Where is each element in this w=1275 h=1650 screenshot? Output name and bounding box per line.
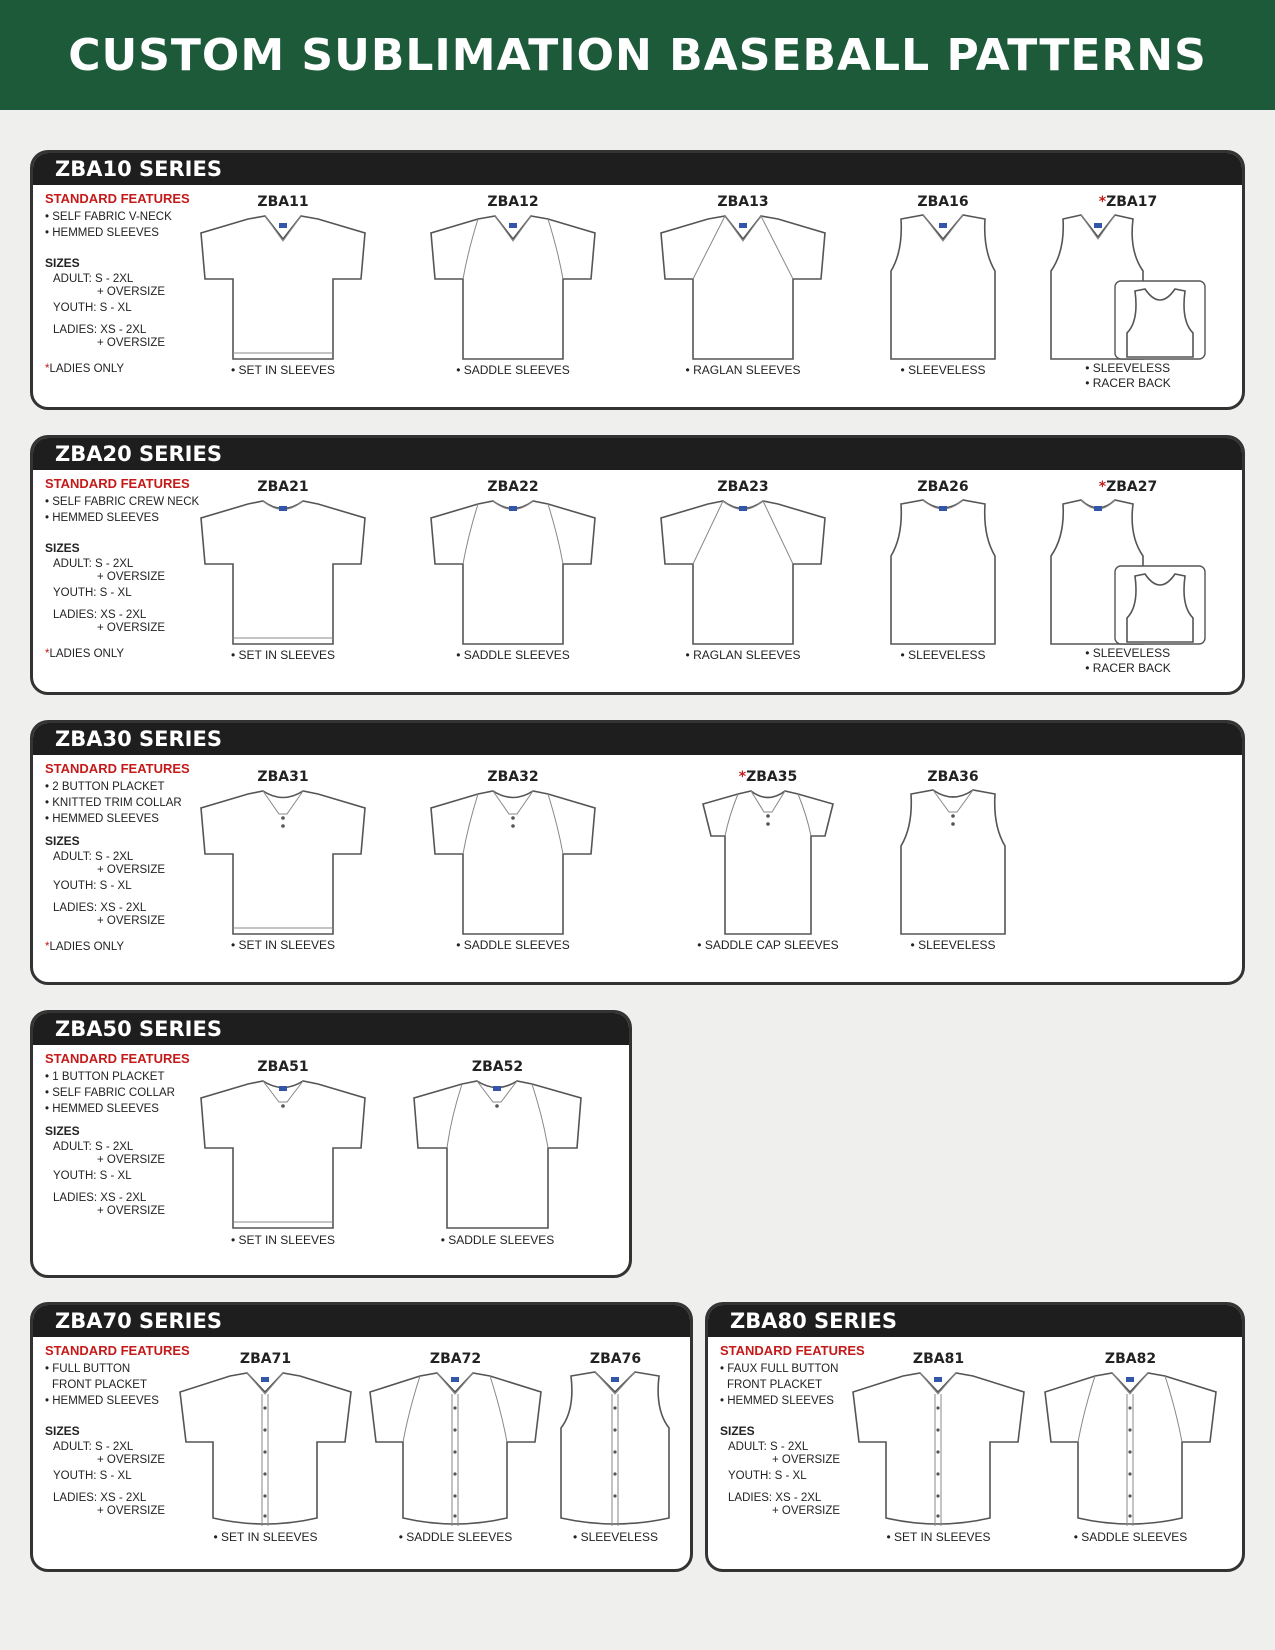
model-zba71 <box>173 1350 358 1546</box>
sizes-title: SIZES <box>45 256 80 270</box>
feature-item: • SELF FABRIC CREW NECK <box>45 494 215 510</box>
size-adult: ADULT: S - 2XL <box>53 851 134 863</box>
model-caption: • SET IN SLEEVES <box>231 1233 335 1247</box>
model-caption: • SET IN SLEEVES <box>231 938 335 952</box>
series-panel-zba50 <box>30 1010 632 1278</box>
feature-item: • SELF FABRIC COLLAR <box>45 1085 215 1101</box>
model-code: ZBA82 <box>1104 1351 1157 1367</box>
size-ladies-extra: + OVERSIZE <box>97 915 166 927</box>
model-code: ZBA11 <box>257 194 309 210</box>
model-zba12 <box>423 193 603 379</box>
feature-item: • SELF FABRIC V-NECK <box>45 209 215 225</box>
model-caption: • SET IN SLEEVES <box>213 1530 317 1544</box>
features-block <box>45 1051 215 1219</box>
model-zba36 <box>893 768 1013 954</box>
size-youth: YOUTH: S - XL <box>53 1170 132 1182</box>
model-code: ZBA72 <box>429 1351 482 1367</box>
size-adult: ADULT: S - 2XL <box>53 1141 134 1153</box>
jersey-sleeveless-2button-icon <box>893 786 1013 936</box>
feature-item: • 1 BUTTON PLACKET <box>45 1069 215 1085</box>
model-caption: • SET IN SLEEVES <box>231 648 335 662</box>
feature-item: • HEMMED SLEEVES <box>45 1393 215 1409</box>
model-caption: • SADDLE SLEEVES <box>456 363 570 377</box>
model-caption: • SADDLE SLEEVES <box>456 938 570 952</box>
jersey-raglan-crew-icon <box>653 496 833 646</box>
model-caption: • SADDLE SLEEVES <box>399 1530 513 1544</box>
model-caption: • RACER BACK <box>1085 661 1171 675</box>
feature-item: FRONT PLACKET <box>52 1379 147 1391</box>
model-caption: • SLEEVELESS <box>1085 361 1170 375</box>
model-caption: • RAGLAN SLEEVES <box>686 363 801 377</box>
series-title: ZBA30 SERIES <box>33 723 1242 755</box>
model-code: ZBA36 <box>927 769 979 785</box>
jersey-saddle-1button-icon <box>405 1076 590 1231</box>
series-panel-zba70 <box>30 1302 693 1572</box>
series-title: ZBA20 SERIES <box>33 438 1242 470</box>
model-caption: • RAGLAN SLEEVES <box>686 648 801 662</box>
feature-item: • HEMMED SLEEVES <box>45 811 215 827</box>
series-title: ZBA70 SERIES <box>33 1305 690 1337</box>
ladies-only-note: *LADIES ONLY <box>45 648 125 660</box>
feature-item: • HEMMED SLEEVES <box>45 510 215 526</box>
sizes-title: SIZES <box>45 1124 80 1138</box>
jersey-saddle-crew-icon <box>423 496 603 646</box>
features-block <box>45 476 215 662</box>
model-zba52 <box>405 1058 590 1249</box>
model-code: ZBA23 <box>717 479 769 495</box>
feature-item: • HEMMED SLEEVES <box>45 225 215 241</box>
size-adult-extra: + OVERSIZE <box>97 571 166 583</box>
size-adult-extra: + OVERSIZE <box>97 1154 166 1166</box>
model-code: *ZBA35 <box>738 769 798 785</box>
model-caption: • SADDLE CAP SLEEVES <box>697 938 838 952</box>
size-adult: ADULT: S - 2XL <box>53 273 134 285</box>
model-code: ZBA26 <box>917 479 969 495</box>
size-adult: ADULT: S - 2XL <box>53 1441 134 1453</box>
series-panel-zba80 <box>705 1302 1245 1572</box>
jersey-setin-1button-icon <box>193 1076 373 1231</box>
series-panel-zba30 <box>30 720 1245 985</box>
features-block <box>45 191 215 377</box>
size-youth: YOUTH: S - XL <box>53 1470 132 1482</box>
jersey-sleeveless-vneck-icon <box>883 211 1003 361</box>
size-youth: YOUTH: S - XL <box>53 587 132 599</box>
features-title: STANDARD FEATURES <box>45 191 190 206</box>
model-caption: • SADDLE SLEEVES <box>441 1233 555 1247</box>
jersey-saddle-fauxbutton-icon <box>1038 1368 1223 1528</box>
feature-item: • FULL BUTTON <box>45 1361 215 1377</box>
jersey-setin-2button-icon <box>193 786 373 936</box>
model-caption: • SLEEVELESS <box>901 363 986 377</box>
features-title: STANDARD FEATURES <box>720 1343 865 1358</box>
model-zba11 <box>193 193 373 379</box>
model-caption: • SLEEVELESS <box>573 1530 658 1544</box>
model-code: ZBA13 <box>717 194 769 210</box>
model-caption: • SLEEVELESS <box>1085 646 1170 660</box>
jersey-racerback-icon <box>1043 496 1213 646</box>
jersey-setin-vneck-icon <box>193 211 373 361</box>
model-zba81 <box>846 1350 1031 1546</box>
ladies-only-note: *LADIES ONLY <box>45 941 125 953</box>
model-zba23 <box>653 478 833 664</box>
model-zba26 <box>883 478 1003 664</box>
model-code: *ZBA27 <box>1098 479 1158 495</box>
page-banner <box>0 0 1275 110</box>
series-panel-zba10 <box>30 150 1245 410</box>
series-panel-zba20 <box>30 435 1245 695</box>
size-ladies: LADIES: XS - 2XL <box>728 1492 822 1504</box>
model-code: ZBA32 <box>487 769 539 785</box>
size-adult: ADULT: S - 2XL <box>53 558 134 570</box>
jersey-setin-fullbutton-icon <box>173 1368 358 1528</box>
model-code: ZBA81 <box>912 1351 965 1367</box>
model-zba16 <box>883 193 1003 379</box>
features-title: STANDARD FEATURES <box>45 476 190 491</box>
model-zba31 <box>193 768 373 954</box>
model-zba82 <box>1038 1350 1223 1546</box>
size-ladies: LADIES: XS - 2XL <box>53 1492 147 1504</box>
jersey-sleeveless-fullbutton-icon <box>553 1368 678 1528</box>
feature-item: • HEMMED SLEEVES <box>45 1101 215 1117</box>
model-caption: • SLEEVELESS <box>911 938 996 952</box>
model-caption: • SET IN SLEEVES <box>886 1530 990 1544</box>
model-caption: • RACER BACK <box>1085 376 1171 390</box>
model-code: ZBA12 <box>487 194 539 210</box>
series-title: ZBA50 SERIES <box>33 1013 629 1045</box>
jersey-capsleeve-2button-icon <box>693 786 843 936</box>
jersey-sleeveless-crew-icon <box>883 496 1003 646</box>
model-code: ZBA71 <box>239 1351 292 1367</box>
model-code: *ZBA17 <box>1098 194 1158 210</box>
model-zba22 <box>423 478 603 664</box>
features-block <box>45 761 215 955</box>
size-ladies: LADIES: XS - 2XL <box>53 324 147 336</box>
jersey-saddle-vneck-icon <box>423 211 603 361</box>
feature-item: • HEMMED SLEEVES <box>720 1393 890 1409</box>
jersey-raglan-vneck-icon <box>653 211 833 361</box>
feature-item: • KNITTED TRIM COLLAR <box>45 795 215 811</box>
model-code: ZBA76 <box>589 1351 642 1367</box>
model-zba13 <box>653 193 833 379</box>
size-ladies: LADIES: XS - 2XL <box>53 902 147 914</box>
size-ladies-extra: + OVERSIZE <box>97 1205 166 1217</box>
model-zba51 <box>193 1058 373 1249</box>
sizes-title: SIZES <box>45 541 80 555</box>
ladies-only-note: *LADIES ONLY <box>45 363 125 375</box>
size-ladies-extra: + OVERSIZE <box>97 1505 166 1517</box>
model-zba35 <box>693 768 843 954</box>
size-ladies-extra: + OVERSIZE <box>97 337 166 349</box>
page-title: CUSTOM SUBLIMATION BASEBALL PATTERNS <box>68 29 1207 81</box>
features-title: STANDARD FEATURES <box>45 1343 190 1358</box>
model-zba17 <box>1043 193 1213 392</box>
model-code: ZBA51 <box>257 1059 309 1075</box>
sizes-title: SIZES <box>45 834 80 848</box>
model-code: ZBA31 <box>257 769 309 785</box>
model-caption: • SADDLE SLEEVES <box>1074 1530 1188 1544</box>
model-code: ZBA16 <box>917 194 969 210</box>
size-ladies: LADIES: XS - 2XL <box>53 1192 147 1204</box>
jersey-setin-fauxbutton-icon <box>846 1368 1031 1528</box>
model-zba72 <box>363 1350 548 1546</box>
model-code: ZBA21 <box>257 479 309 495</box>
model-code: ZBA22 <box>487 479 539 495</box>
series-title: ZBA10 SERIES <box>33 153 1242 185</box>
jersey-saddle-2button-icon <box>423 786 603 936</box>
model-caption: • SLEEVELESS <box>901 648 986 662</box>
size-ladies: LADIES: XS - 2XL <box>53 609 147 621</box>
series-title: ZBA80 SERIES <box>708 1305 1242 1337</box>
features-title: STANDARD FEATURES <box>45 761 190 776</box>
model-zba27 <box>1043 478 1213 677</box>
size-youth: YOUTH: S - XL <box>728 1470 807 1482</box>
feature-item: FRONT PLACKET <box>727 1379 822 1391</box>
model-zba21 <box>193 478 373 664</box>
sizes-title: SIZES <box>45 1424 80 1438</box>
feature-item: • 2 BUTTON PLACKET <box>45 779 215 795</box>
feature-item: • FAUX FULL BUTTON <box>720 1361 890 1377</box>
sizes-title: SIZES <box>720 1424 755 1438</box>
jersey-racerback-icon <box>1043 211 1213 361</box>
size-youth: YOUTH: S - XL <box>53 302 132 314</box>
model-caption: • SET IN SLEEVES <box>231 363 335 377</box>
size-adult-extra: + OVERSIZE <box>772 1454 841 1466</box>
model-zba32 <box>423 768 603 954</box>
size-ladies-extra: + OVERSIZE <box>772 1505 841 1517</box>
jersey-saddle-fullbutton-icon <box>363 1368 548 1528</box>
model-caption: • SADDLE SLEEVES <box>456 648 570 662</box>
size-ladies-extra: + OVERSIZE <box>97 622 166 634</box>
size-adult: ADULT: S - 2XL <box>728 1441 809 1453</box>
size-adult-extra: + OVERSIZE <box>97 286 166 298</box>
size-adult-extra: + OVERSIZE <box>97 864 166 876</box>
features-title: STANDARD FEATURES <box>45 1051 190 1066</box>
model-code: ZBA52 <box>471 1059 524 1075</box>
size-youth: YOUTH: S - XL <box>53 880 132 892</box>
model-zba76 <box>553 1350 678 1546</box>
jersey-setin-crew-icon <box>193 496 373 646</box>
size-adult-extra: + OVERSIZE <box>97 1454 166 1466</box>
